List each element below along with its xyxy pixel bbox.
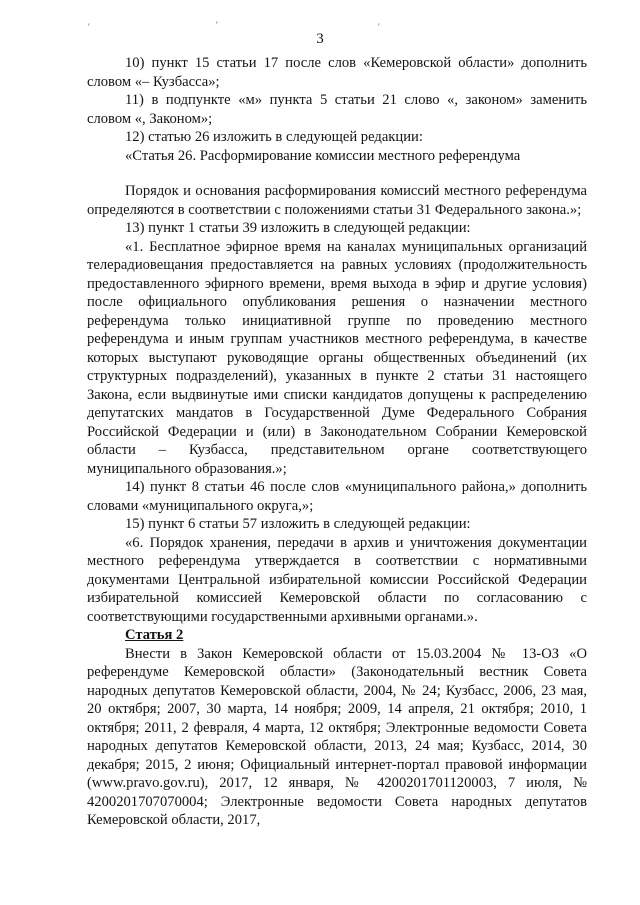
amendment-item-15: 15) пункт 6 статьи 57 изложить в следующей редакции: — [125, 516, 471, 532]
article-2-heading: Статья 2 — [125, 627, 184, 643]
scan-mark-mid: ′ — [216, 20, 218, 30]
amendment-item-10: 10) пункт 15 статьи 17 после слов «Кемеровской области» дополнить словом «– Кузбасса»; — [87, 55, 587, 90]
article-39-point-1: «1. Бесплатное эфирное время на каналах муниципальных организаций телерадиовещания предоставляется на равных условиях (продолжительность предоставленного эфирного времени, время выхода в эфир и другие условия) после официального опубликования решения о назначении местного референдума только инициативной группе по проведению местного референдума и иным группам участников местного референдума, в качестве которых выступают руководящие органы общественных объединений (их структурных подразделений), указанных в пункте 2 статьи 31 настоящего Закона, если выдвинутые ими списки кандидатов допущены к распределению депутатских мандатов в Государственной Думе Федерального Собрания Российской Федерации и (или) в Законодательном Собрании Кемеровской области – Кузбасса, представительном органе соответствующего муниципального образования.»; — [87, 238, 587, 477]
scan-mark-left: ′ — [88, 22, 90, 32]
article-26-title: «Статья 26. Расформирование комиссии местного референдума — [125, 147, 521, 164]
scan-mark-right: ′ — [378, 22, 380, 32]
page-number: 3 — [316, 31, 324, 47]
article-26-text: Порядок и основания расформирования комиссий местного референдума определяются в соответствии с положениями статьи 31 Федерального закона.»; — [87, 183, 587, 218]
amendment-item-13: 13) пункт 1 статьи 39 изложить в следующей редакции: — [125, 220, 471, 236]
article-57-point-6: «6. Порядок хранения, передачи в архив и уничтожения документации местного референдума утверждается в соответствии с нормативными документами Центральной избирательной комиссии Российской Федерации избирательной комиссией Кемеровской области по согласованию с соответствующими государственными архивными органами.». — [87, 534, 587, 625]
amendment-item-11: 11) в подпункте «м» пункта 5 статьи 21 слово «, законом» заменить словом «, Законом»; — [87, 92, 587, 127]
document-body — [87, 54, 587, 830]
amendment-item-12: 12) статью 26 изложить в следующей редакции: — [125, 129, 423, 145]
amendment-item-14: 14) пункт 8 статьи 46 после слов «муниципального района,» дополнить словами «муниципального округа,»; — [87, 479, 587, 514]
article-2-text: Внести в Закон Кемеровской области от 15.03.2004 № 13-ОЗ «О референдуме Кемеровской области» (Законодательный вестник Совета народных депутатов Кемеровской области, 2004, № 24; Кузбасс, 2006, 23 мая, 20 октября; 2007, 30 марта, 14 ноября; 2009, 14 апреля, 21 октября; 2010, 1 октября; 2011, 2 февраля, 4 марта, 12 октября; Электронные ведомости Совета народных депутатов Кемеровской области, 2013, 24 мая; Кузбасс, 2014, 30 декабря; 2015, 2 июня; Официальный интернет-портал правовой информации (www.pravo.gov.ru), 2017, 12 января, № 4200201701120003, 7 июля, № 4200201707070004; Электронные ведомости Совета народных депутатов Кемеровской области, 2017, — [87, 645, 587, 828]
